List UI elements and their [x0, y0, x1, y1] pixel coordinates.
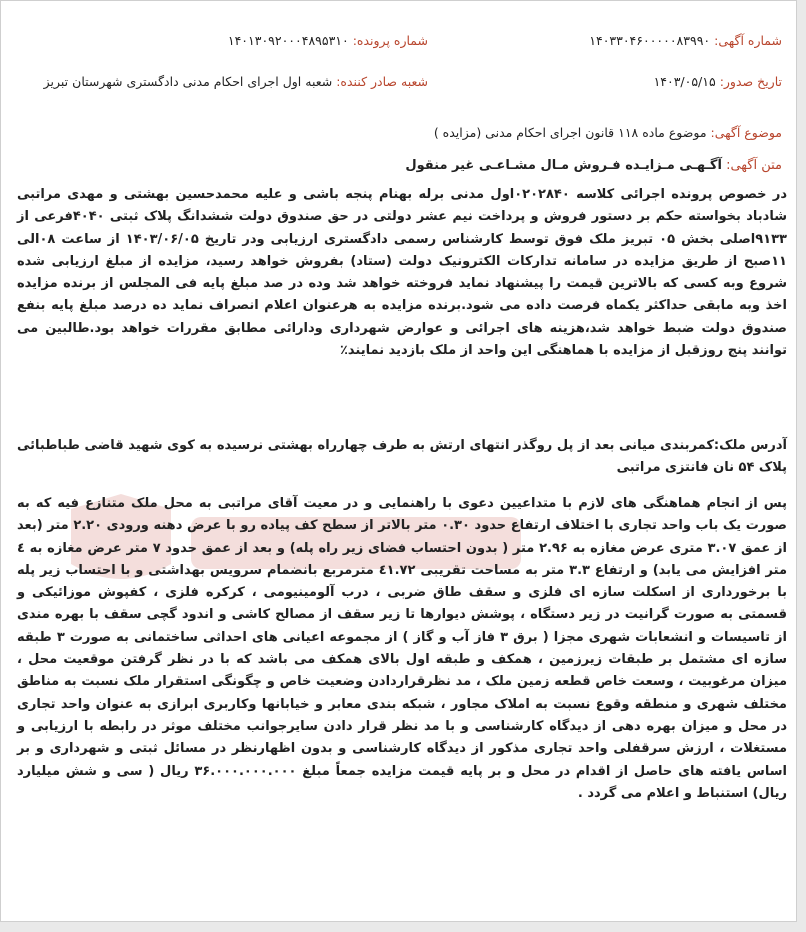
issuer-label: شعبه صادر کننده: — [336, 74, 428, 89]
ad-text-row — [405, 158, 782, 173]
paragraph-3 — [17, 493, 787, 805]
paragraph-3-text: پس از انجام هماهنگی های لازم با متداعیین دعوی با راهنمایی و در معیت آقای مراتبی به محل ملک متنازع فیه که به صورت یک باب واحد تجاری با اختلاف ارتفاع حدود ۰.۳۰ متر بالاتر از سطح کف پیاده رو با عرض دهنه ورودی ۲.۲۰ متر (بعد از عمق ۳.۰۷ متری عرض مغازه به ۲.۹۶ متر ( بدون احتساب فضای زیر راه پله) و بعد از عمق حدود ۷ متر عرض مغازه به ٤ متر افزایش می یابد) و ارتفاع ۳.۳ متر به مساحت تقریبی ٤۱.۷۲ مترمربع بانضمام سرویس بهداشتی و با احتساب زیر پله با برخورداری از اسکلت سازه ای فلزی و سقف طاق ضربی ، درب آلومینیومی ، کرکره فلزی ، کفپوش موزائیکی و قسمتی به صورت گرانیت در زیر دستگاه ، پوشش دیوارها تا زیر سقف از مصالح کاشی و اندود گچی سقف با بهره مندی از تاسیسات و انشعابات شهری مجزا ( برق ۳ فاز آب و گاز ) از مجموعه اعیانی های احداثی ساختمانی به صورت ۳ طبقه سازه ای مشتمل بر طبقات زیرزمین ، همکف و طبقه اول بالای همکف می باشد که با در نظر گرفتن موقعیت محل ، میزان مرغوبیت ، وسعت خاص قطعه زمین ملک ، مد نظرقراردادن وضعیت خاص و چگونگی استقرار ملک نسبت به مناطق مختلف شهری و منطقه وقوع نسبت به املاک مجاور ، شبکه بندی معابر و خیابانها وکاربری ابرازی به عنوان واحد تجاری در محل و میزان بهره دهی از دیدگاه کارشناسی و با مد نظر قرار دادن سایرجوانب مختلف موثر در رابطه با ارزیابی و مستغلات ، ارزش سرقفلی واحد تجاری مذکور از دیدگاه کارشناسی و بدون اظهارنظر در مسائل ثبتی و شهرداری و بر اساس یافته های حاصل از اقدام در محل و بر پایه قیمت مزایده جمعاً مبلغ ۳۶.۰۰۰.۰۰۰.۰۰۰ ریال ( سی و شش میلیارد ریال) استنباط و اعلام می گردد . — [17, 496, 787, 801]
issuer-row — [44, 74, 428, 89]
case-number: ۱۴۰۱۳۰۹۲۰۰۰۴۸۹۵۳۱۰ — [227, 33, 349, 48]
ad-text-label: متن آگهی: — [726, 158, 782, 173]
issue-date: ۱۴۰۳/۰۵/۱۵ — [653, 74, 716, 89]
page-shadow-right — [797, 0, 806, 932]
paragraph-1-text: در خصوص پرونده اجرائی کلاسه ۰۲۰۲۸۴۰اول مدنی برله بهنام پنجه باشی و علیه محمدحسین بهشتی و مهدی مراتبی شادباد بخواسته حکم بر دستور فروش و پرداخت نیم عشر دولتی در حق صندوق دولت ششدانگ پلاک ثبتی ۴۰۴۰فرعی از ۹۱۳۳اصلی بخش ۰۵ تبریز ملک فوق توسط کارشناس رسمی دادگستری ارزیابی ودر تاریخ ۱۴۰۳/۰۶/۰۵ از ساعت ۰۸الی ۱۱صبح از طریق مزایده در سامانه تدارکات الکترونیک دولت (ستاد) بفروش خواهد رسید، مزایده از مبلغ ارزیابی شده شروع وبه کسی که بالاترین قیمت را پیشنهاد نماید فروخته خواهد شد وده در صد مبلغ پایه فی المجلس از برنده مزایده اخذ وبه مابقی حداکثر یکماه فرصت داده می شود.برنده مزایده به هرعنوان اعلام انصراف نماید ده درصد مبلغ پایه بنفع صندوق دولت ضبط خواهد شد،هزینه های اجرائی و عوارض شهرداری ودارائی مطابق مقررات خواهد بود.طالبین می توانند پنج روزقبل از مزایده با هماهنگی این واحد از ملک بازدید نمایند٪ — [17, 187, 787, 359]
ad-number: ۱۴۰۳۳۰۴۶۰۰۰۰۰۸۳۹۹۰ — [589, 33, 711, 48]
ad-number-row — [589, 33, 782, 48]
issue-date-label: تاریخ صدور: — [719, 74, 782, 89]
paragraph-2-text: آدرس ملک:کمربندی میانی بعد از پل روگذر انتهای ارتش به طرف چهارراه بهشتی نرسیده به کوی شهید قاضی طباطبائی پلاک ۵۴ نان فانتزی مراتبی — [17, 438, 787, 476]
case-number-label: شماره پرونده: — [352, 33, 428, 48]
paragraph-2 — [17, 435, 787, 480]
subject-row — [434, 125, 782, 140]
issuer: شعبه اول اجرای احکام مدنی دادگستری شهرستان تبریز — [43, 74, 333, 89]
ad-number-label: شماره آگهی: — [714, 33, 782, 48]
case-number-row — [228, 33, 428, 48]
page-shadow-bottom — [0, 922, 806, 932]
paragraph-1 — [17, 184, 787, 362]
subject-value: موضوع ماده ۱۱۸ قانون اجرای احکام مدنی (مزایده ) — [433, 125, 707, 140]
issue-date-row — [654, 74, 782, 89]
ad-title: آگـهـی مـزایـده فـروش مـال مشـاعـی غیر منقول — [405, 158, 722, 173]
subject-label: موضوع آگهی: — [710, 125, 782, 140]
